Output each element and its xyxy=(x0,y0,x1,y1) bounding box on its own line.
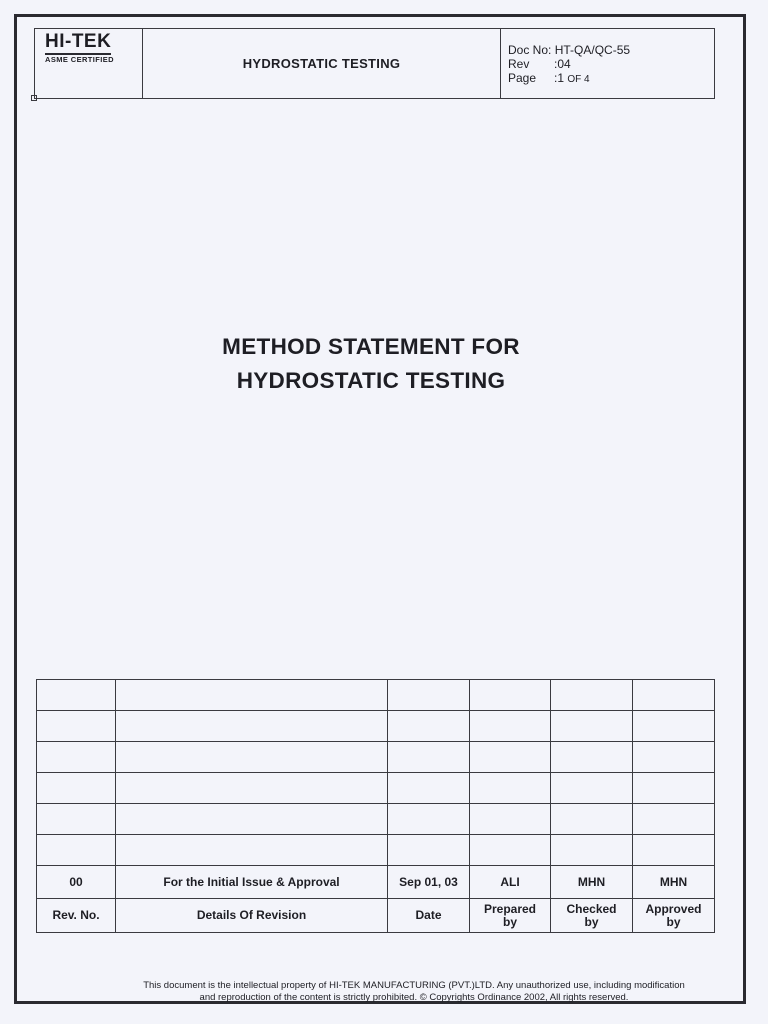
corner-mark xyxy=(31,95,37,101)
table-row xyxy=(37,866,715,899)
table-header-row xyxy=(37,899,715,933)
rev-value: :04 xyxy=(554,57,571,71)
table-row-empty xyxy=(37,711,715,742)
prepared-by-cell: ALI xyxy=(470,866,551,899)
title-line-1: METHOD STATEMENT FOR xyxy=(222,334,520,359)
footer-notice xyxy=(0,980,768,1004)
header-details: Details Of Revision xyxy=(116,899,388,933)
header-approved-by-label: Approved by xyxy=(645,901,702,929)
header-date: Date xyxy=(388,899,470,933)
table-row-empty xyxy=(37,680,715,711)
logo-subtitle: ASME CERTIFIED xyxy=(45,55,114,64)
rev-label: Rev xyxy=(508,57,530,71)
checked-by-cell: MHN xyxy=(551,866,633,899)
document-meta xyxy=(501,29,714,98)
table-row-empty xyxy=(37,742,715,773)
rev-no-cell: 00 xyxy=(37,866,116,899)
table-row-empty xyxy=(37,835,715,866)
header-checked-by xyxy=(551,899,633,933)
footer-line-2: and reproduction of the content is strictly prohibited. © Copyrights Ordinance 2002, All rights reserved. xyxy=(199,992,629,1003)
table-row-empty xyxy=(37,773,715,804)
rev-row xyxy=(508,57,714,71)
document-title xyxy=(0,330,742,398)
doc-no-value: HT-QA/QC-55 xyxy=(554,43,631,57)
logo-cell xyxy=(35,29,143,98)
approved-by-cell: MHN xyxy=(633,866,715,899)
header-rev-no: Rev. No. xyxy=(37,899,116,933)
header-approved-by xyxy=(633,899,715,933)
header-checked-by-label: Checked by xyxy=(566,901,617,929)
header-prepared-by xyxy=(470,899,551,933)
page-row xyxy=(508,71,714,87)
revision-table xyxy=(36,679,715,933)
doc-no-label: Doc No: xyxy=(508,43,552,57)
details-cell: For the Initial Issue & Approval xyxy=(116,866,388,899)
date-cell: Sep 01, 03 xyxy=(388,866,470,899)
table-row-empty xyxy=(37,804,715,835)
page-label: Page xyxy=(508,71,537,85)
doc-no-row xyxy=(508,43,714,57)
document-header xyxy=(34,28,715,99)
title-line-2: HYDROSTATIC TESTING xyxy=(236,368,506,393)
header-title: HYDROSTATIC TESTING xyxy=(143,29,501,98)
company-logo: HI-TEK xyxy=(45,31,111,55)
footer-line-1: This document is the intellectual property of HI-TEK MANUFACTURING (PVT.)LTD. Any unauthorized use, including modification xyxy=(143,980,685,991)
page-of: OF 4 xyxy=(567,74,590,85)
page-value: :1 xyxy=(554,71,565,85)
header-prepared-by-label: Prepared by xyxy=(483,901,537,929)
